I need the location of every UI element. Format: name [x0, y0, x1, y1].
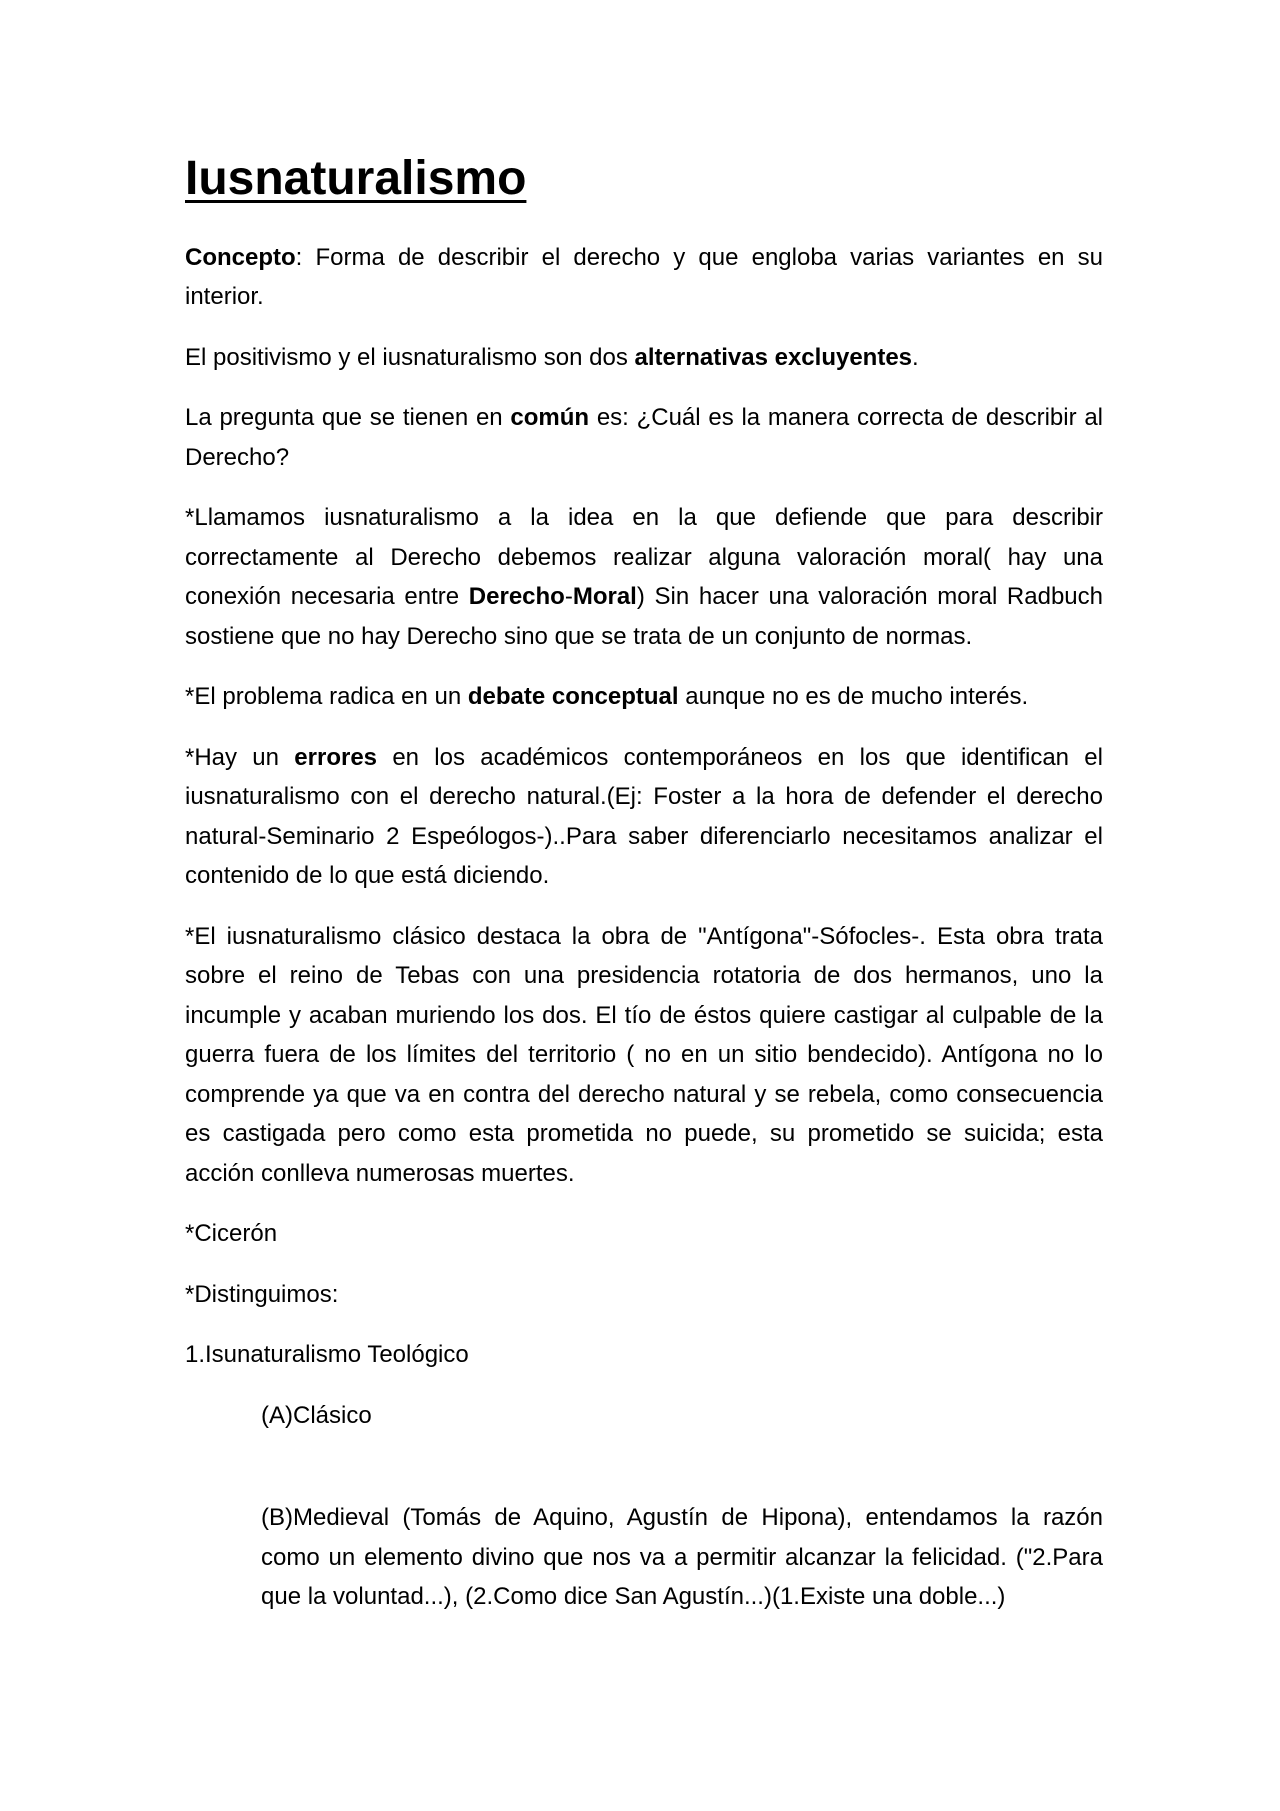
sub-item-clasico: (A)Clásico	[261, 1401, 372, 1429]
paragraph-text: : Forma de describir el derecho y que engloba varias variantes en su interior.	[185, 243, 1103, 311]
paragraph-problema	[185, 677, 1103, 717]
paragraph-text: aunque no es de mucho interés.	[678, 683, 1029, 711]
bold-term: común	[510, 404, 590, 432]
paragraph-ciceron: *Cicerón	[185, 1220, 278, 1248]
paragraph-pregunta	[185, 398, 1103, 477]
paragraph-concepto	[185, 238, 1103, 317]
paragraph-text: *El problema radica en un	[185, 683, 468, 711]
document-page	[185, 150, 1103, 1638]
blank-line	[185, 1456, 1103, 1498]
paragraph-text: *Llamamos iusnaturalismo a la idea en la que defiende que para describir correctamente al Derecho debemos realizar alguna valoración moral( hay una conexión necesaria entre	[185, 504, 1103, 611]
paragraph-llamamos	[185, 498, 1103, 656]
document-title: Iusnaturalismo	[185, 152, 527, 205]
paragraph-text: *Hay un	[185, 743, 295, 771]
bold-term: Concepto	[185, 243, 296, 271]
paragraph-text: ) Sin hacer una valoración moral Radbuch sostiene que no hay Derecho sino que se trata de un conjunto de normas.	[185, 583, 1103, 650]
paragraph-alternativas	[185, 338, 1103, 378]
paragraph-errores	[185, 738, 1103, 896]
bold-term: errores	[294, 743, 378, 771]
paragraph-text: en los académicos contemporáneos en los que identifican el iusnaturalismo con el derecho natural.(Ej: Foster a la hora de defender el derecho natural-Seminario 2 Espeólogos-)..Para saber diferenciarlo necesitamos analizar el contenido de lo que está diciendo.	[185, 743, 1103, 890]
paragraph-text: es: ¿Cuál es la manera correcta de describir al Derecho?	[185, 404, 1103, 471]
bold-term: Moral	[572, 583, 637, 611]
paragraph-text: El positivismo y el iusnaturalismo son dos	[185, 343, 635, 371]
sub-item-medieval: (B)Medieval (Tomás de Aquino, Agustín de Hipona), entendamos la razón como un elemento divino que nos va a permitir alcanzar la felicidad. ("2.Para que la voluntad...), (2.Como dice San Agustín...)(1.Existe una doble...)	[261, 1504, 1103, 1611]
bold-term: alternativas excluyentes	[634, 343, 913, 371]
list-item-teologico: 1.Isunaturalismo Teológico	[185, 1341, 469, 1369]
paragraph-distinguimos: *Distinguimos:	[185, 1280, 339, 1308]
paragraph-antigona: *El iusnaturalismo clásico destaca la obra de "Antígona"-Sófocles-. Esta obra trata sobre el reino de Tebas con una presidencia rotatoria de dos hermanos, uno la incumple y acaban muriendo los dos. El tío de éstos quiere castigar al culpable de la guerra fuera de los límites del territorio ( no en un sitio bendecido). Antígona no lo comprende ya que va en contra del derecho natural y se rebela, como consecuencia es castigada pero como esta prometida no puede, su prometido se suicida; esta acción conlleva numerosas muertes.	[185, 922, 1103, 1187]
bold-term: Derecho	[468, 583, 565, 611]
paragraph-text: -	[564, 583, 573, 611]
paragraph-text: .	[912, 343, 919, 371]
paragraph-text: La pregunta que se tienen en	[185, 404, 511, 432]
bold-term: debate conceptual	[467, 683, 679, 711]
